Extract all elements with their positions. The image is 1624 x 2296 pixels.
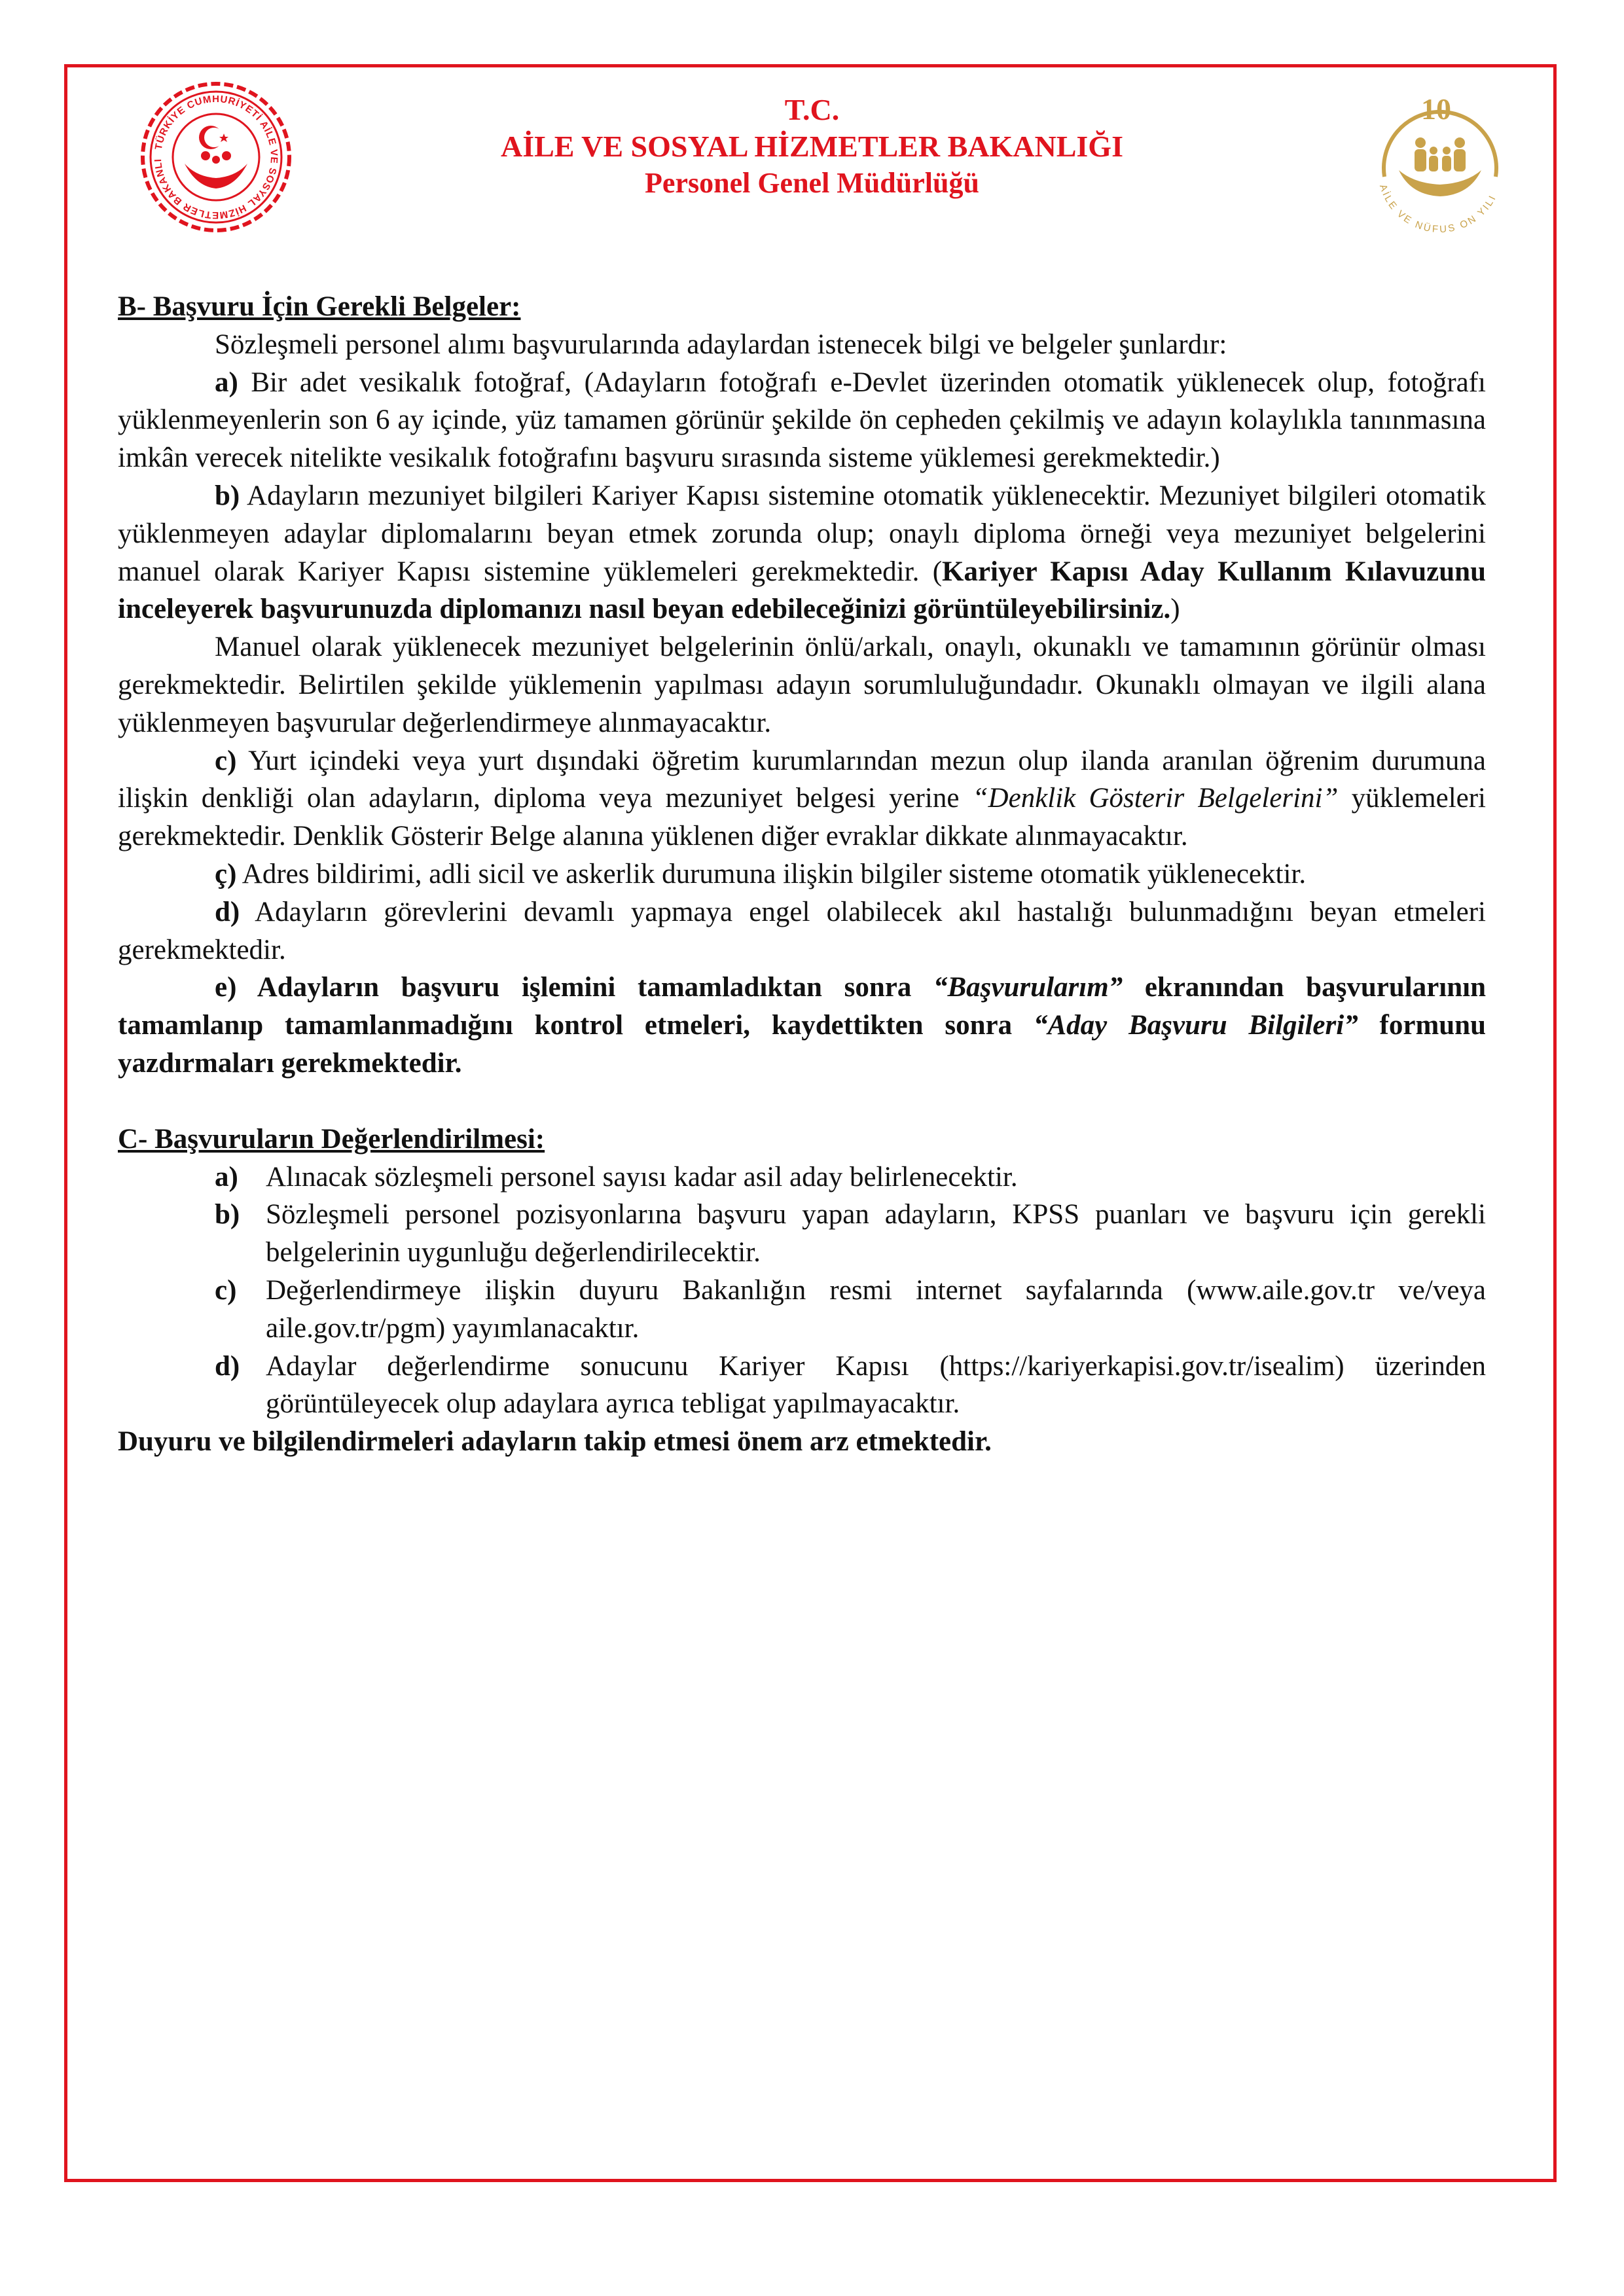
- header-line-ministry: AİLE VE SOSYAL HİZMETLER BAKANLIĞI: [501, 130, 1123, 163]
- item-text: Değerlendirmeye ilişkin duyuru Bakanlığın resmi internet sayfalarında (www.aile.gov.tr ve/veya aile.gov.tr/pgm) yayımlanacaktır.: [266, 1274, 1486, 1344]
- section-b-item-a: [118, 364, 1486, 477]
- item-italic: “Denklik Gösterir Belgelerini”: [972, 783, 1339, 814]
- item-label: c): [215, 1274, 237, 1306]
- item-italic: “Aday Başvuru Bilgileri”: [1033, 1010, 1358, 1041]
- section-c-item-d: [118, 1348, 1486, 1424]
- item-text: Adaylar değerlendirme sonucunu Kariyer Kapısı (https://kariyerkapisi.gov.tr/isealim) üzerinden görüntüleyecek olup adaylara ayrıca tebligat yapılmayacaktır.: [266, 1350, 1486, 1420]
- item-text: Bir adet vesikalık fotoğraf, (Adayların fotoğrafı e-Devlet üzerinden otomatik yüklenecek olup, fotoğrafı yüklenmeyenlerin son 6 ay içinde, yüz tamamen görünür şekilde ön cepheden çekilmiş ve adayın kolaylıkla tanınmasına imkân verecek nitelikte vesikalık fotoğrafını başvuru sırasında sisteme yüklemesi gerekmektedir.): [118, 367, 1486, 474]
- svg-text:10: 10: [1421, 92, 1451, 126]
- section-c-item-c: [118, 1272, 1486, 1348]
- item-label: c): [215, 745, 237, 776]
- svg-text:TÜRKİYE CUMHURİYETİ AİLE VE SO: TÜRKİYE CUMHURİYETİ AİLE VE SOSYAL HİZMETLER BAKANLI: [152, 93, 280, 221]
- section-b-heading: B- Başvuru İçin Gerekli Belgeler:: [118, 291, 521, 322]
- closing-note: Duyuru ve bilgilendirmeleri adayların takip etmesi önem arz etmektedir.: [118, 1426, 992, 1458]
- section-b-item-cc: [118, 855, 1486, 893]
- item-text: Yurt içindeki veya yurt dışındaki öğretim kurumlarından mezun olup ilanda aranılan öğrenim durumuna ilişkin denkliği olan adayların, diploma veya mezuniyet belgesi yerine: [118, 745, 1486, 814]
- item-text-end: ): [1170, 594, 1180, 625]
- section-gap: [118, 1083, 1486, 1121]
- item-label: d): [215, 896, 240, 927]
- section-b-item-e: [118, 969, 1486, 1082]
- header-line-directorate: Personel Genel Müdürlüğü: [645, 167, 979, 199]
- item-label: b): [215, 1199, 240, 1230]
- item-text: yüklemeleri gerekmektedir. Denklik Gösterir Belge alanına yüklenen diğer evraklar dikkate alınmayacaktır.: [118, 783, 1486, 852]
- header-line-tc: T.C.: [784, 93, 840, 126]
- family-decade-emblem-icon: [1358, 79, 1522, 242]
- section-b-manual-note: Manuel olarak yüklenecek mezuniyet belgelerinin önlü/arkalı, onaylı, okunaklı ve tamamının görünür olması gerekmektedir. Belirtilen şekilde yüklemenin yapılması adayın sorumluluğundadır. Okunaklı olmayan ve ilgili alana yüklenmeyen başvurular değerlendirmeye alınmayacaktır.: [118, 632, 1486, 738]
- section-b-item-c: [118, 742, 1486, 855]
- section-c-item-a: [118, 1158, 1486, 1196]
- item-label: b): [215, 480, 240, 511]
- item-text: Adres bildirimi, adli sicil ve askerlik durumuna ilişkin bilgiler sisteme otomatik yüklenecektir.: [236, 858, 1307, 889]
- item-italic: “Başvurularım”: [933, 972, 1123, 1003]
- section-b-item-d: [118, 893, 1486, 969]
- item-text: ekranından başvurularının tamamlanıp tamamlanmadığını kontrol etmeleri, kaydettikten sonra: [118, 972, 1486, 1041]
- item-text: Alınacak sözleşmeli personel sayısı kadar asil aday belirlenecektir.: [266, 1161, 1018, 1193]
- item-label: ç): [215, 858, 237, 889]
- item-text: Adayların görevlerini devamlı yapmaya engel olabilecek akıl hastalığı bulunmadığını beyan etmeleri gerekmektedir.: [118, 896, 1486, 965]
- item-label: a): [215, 367, 238, 398]
- item-label: e): [215, 972, 237, 1003]
- section-b-item-b: [118, 477, 1486, 628]
- section-c-item-b: [118, 1196, 1486, 1272]
- item-label: a): [215, 1161, 238, 1193]
- section-b-intro: Sözleşmeli personel alımı başvurularında adaylardan istenecek bilgi ve belgeler şunlardır:: [215, 329, 1227, 360]
- svg-text:AİLE VE NÜFUS ON YILI: AİLE VE NÜFUS ON YILI: [1377, 183, 1499, 236]
- item-label: d): [215, 1350, 240, 1382]
- item-text: Sözleşmeli personel pozisyonlarına başvuru yapan adayların, KPSS puanları ve başvuru için gerekli belgelerinin uygunluğu değerlendirilecektir.: [266, 1199, 1486, 1268]
- guide-note: Kariyer Kapısı Aday Kullanım Kılavuzunu inceleyerek başvurunuzda diplomanızı nasıl beyan edebileceğinizi görüntüleyebilirsiniz.: [118, 556, 1486, 625]
- item-text: formunu yazdırmaları gerekmektedir.: [118, 1010, 1487, 1079]
- item-text: Adayların başvuru işlemini tamamladıktan sonra: [236, 972, 933, 1003]
- section-c-heading: C- Başvuruların Değerlendirilmesi:: [118, 1123, 545, 1155]
- document-body: [118, 288, 1486, 1461]
- item-text: Adayların mezuniyet bilgileri Kariyer Kapısı sistemine otomatik yüklenecektir. Mezuniyet bilgileri otomatik yüklenmeyen adaylar diplomalarını beyan etmek zorunda olup; onaylı diploma örneği veya mezuniyet belgelerini manuel olarak Kariyer Kapısı sistemine yüklemeleri gerekmektedir. (: [118, 480, 1486, 587]
